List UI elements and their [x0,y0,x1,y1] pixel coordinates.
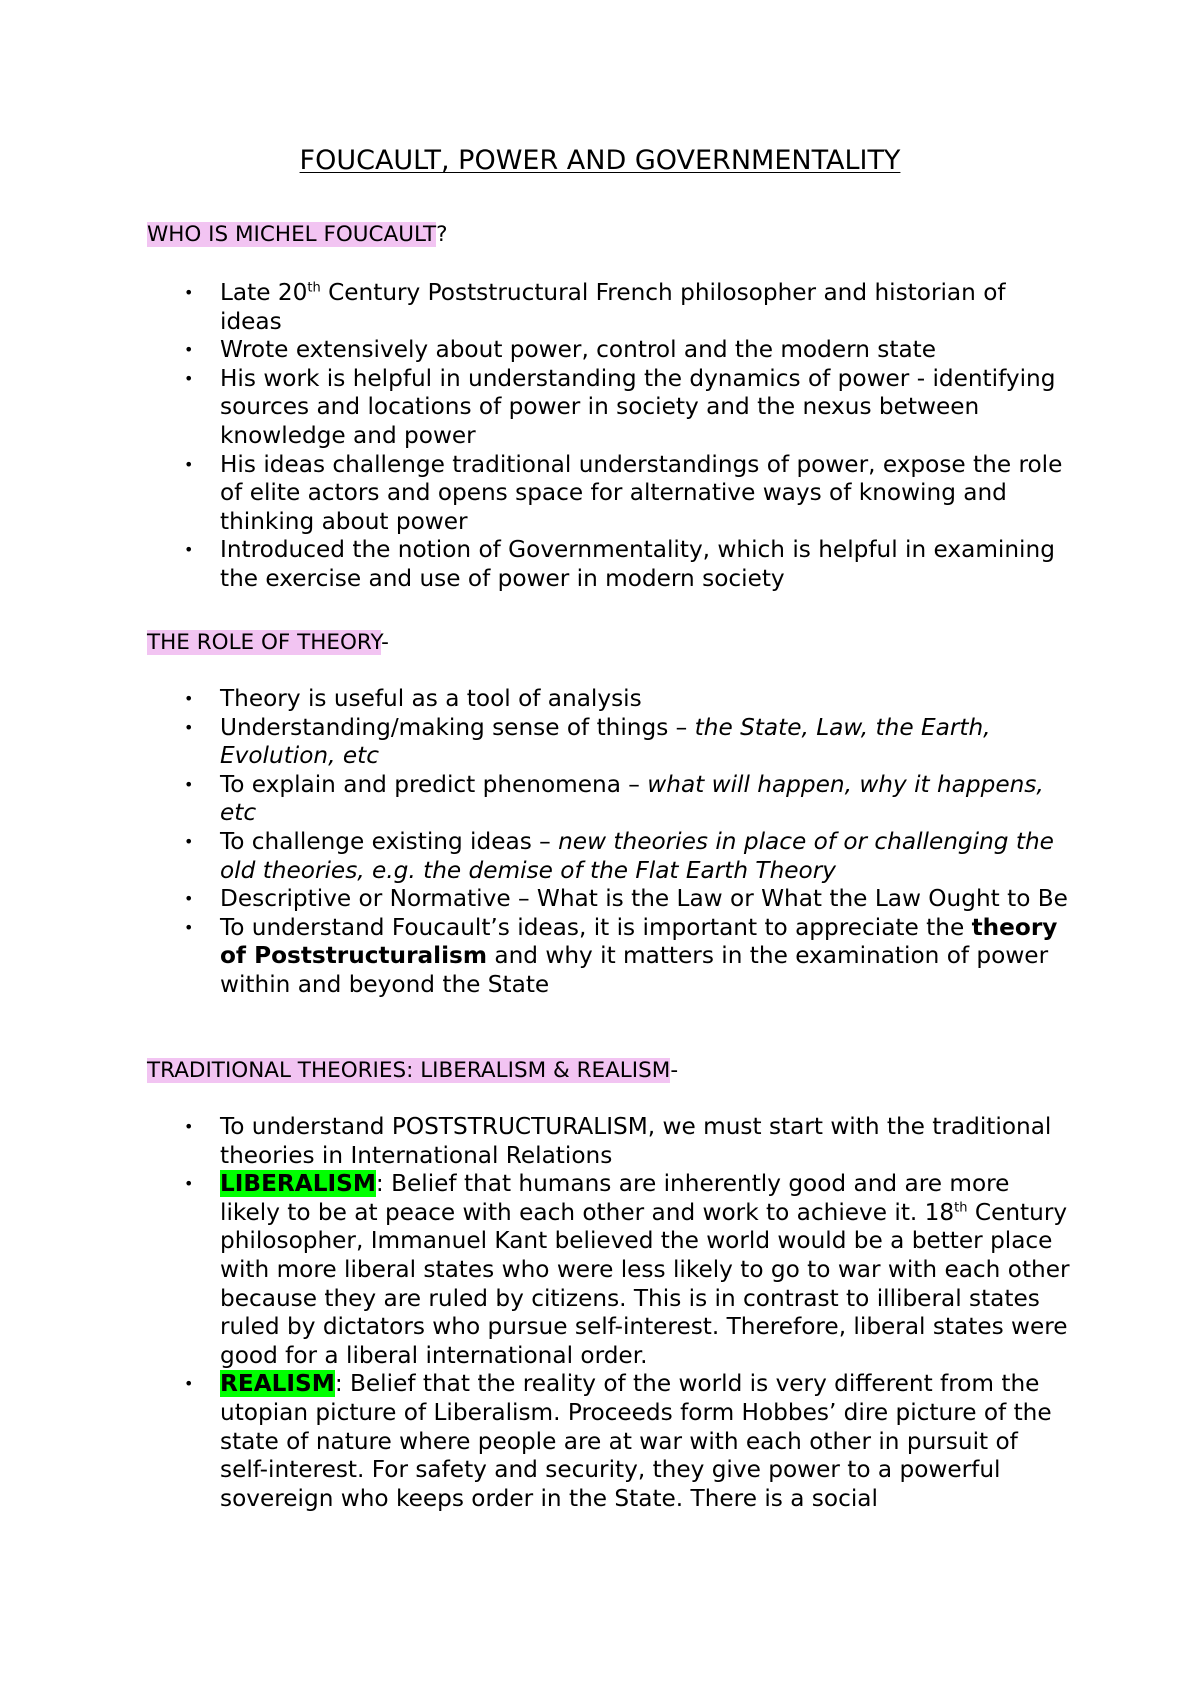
section-heading-who-is-foucault [147,221,448,249]
text-run: : Belief that humans are inherently good and are more likely to be at peace with each other and work to achieve it. 18 [220,1170,1010,1226]
bullet-item [0,1113,1070,1170]
bold-text: theory of Poststructuralism [220,913,1058,970]
italic-text: the State, Law, the Earth, Evolution, etc [220,713,991,770]
text-run: Descriptive or Normative – What is the Law or What the Law Ought to Be [220,885,1068,913]
bullet-item [0,914,1070,1000]
bullet-icon: • [184,283,194,302]
section-heading-label: THE ROLE OF THEORY [147,630,382,655]
bullet-icon: • [184,1374,194,1394]
bullet-text [220,365,1070,451]
text-run: His ideas challenge traditional understandings of power, expose the role of elite actors and opens space for alternative ways of knowing and thinking about power [220,450,1063,535]
bullet-icon: • [184,831,194,851]
bullet-text [220,685,1070,714]
bullet-item [0,1170,1070,1370]
text-run: To challenge existing ideas – [220,827,559,855]
bullet-item [0,685,1070,714]
bullet-icon: • [184,540,194,560]
italic-text: what will happen, why it happens, etc [220,770,1044,827]
section-heading-suffix: - [670,1058,679,1083]
bullet-icon: • [184,774,194,794]
italic-text: new theories in place of or challenging the old theories, e.g. the demise of the Flat Earth Theory [220,827,1054,884]
section-heading-traditional-theories [147,1057,678,1085]
superscript-text: th [307,280,321,296]
highlighted-term: REALISM [220,1370,335,1398]
bullet-text [220,279,1070,336]
superscript-text: th [954,1200,968,1216]
bullet-icon: • [184,1117,194,1136]
bullet-item [0,828,1070,885]
bullet-icon: • [184,717,194,737]
bullet-list-who-is-foucault [0,279,1200,594]
bullet-list-traditional-theories [0,1113,1200,1513]
bullet-item [0,365,1070,451]
bullet-icon: • [184,689,194,708]
text-run: Late 20 [220,279,308,306]
bullet-icon: • [184,454,194,474]
bullet-text [220,1113,1070,1170]
text-run: To understand Foucault’s ideas, it is important to appreciate the [220,913,972,941]
bullet-text [220,914,1070,1000]
bullet-text [220,451,1070,537]
highlighted-term: LIBERALISM [220,1170,376,1198]
bullet-text [220,885,1070,914]
bullet-item [0,451,1070,537]
text-run: Theory is useful as a tool of analysis [220,685,642,712]
bullet-text [220,714,1070,771]
bullet-icon: • [184,917,194,937]
document-title: FOUCAULT, POWER AND GOVERNMENTALITY [299,145,901,176]
bullet-text [220,536,1070,593]
bullet-text [220,1370,1070,1513]
text-run: Understanding/making sense of things – [220,713,695,741]
section-heading-label: TRADITIONAL THEORIES: LIBERALISM & REALISM [147,1058,671,1083]
bullet-item [0,714,1070,771]
bullet-item [0,336,1070,365]
bullet-icon: • [184,1174,194,1194]
bullet-item [0,885,1070,914]
bullet-item [0,771,1070,828]
text-run: Introduced the notion of Governmentality, which is helpful in examining the exercise and use of power in modern society [220,536,1055,592]
section-heading-suffix: - [381,630,389,655]
bullet-text [220,1170,1070,1370]
bullet-icon: • [184,368,194,388]
bullet-item [0,279,1070,336]
text-run: and why it matters in the examination of power within and beyond the State [220,942,1049,998]
bullet-icon: • [184,889,194,909]
text-run: Century philosopher, Immanuel Kant believed the world would be a better place with more liberal states who were less likely to go to war with each other because they are ruled by citizens. This is in contrast to illiberal states ruled by dictators who pursue self-interest. Therefore, liberal states were good for a liberal international order. [220,1198,1070,1369]
bullet-item [0,536,1070,593]
bullet-item [0,1370,1070,1513]
text-run: Century Poststructural French philosopher and historian of ideas [220,279,1006,335]
text-run: To explain and predict phenomena – [220,770,648,798]
text-run: Wrote extensively about power, control and the modern state [220,336,937,364]
section-heading-label: WHO IS MICHEL FOUCAULT [147,222,437,247]
bullet-icon: • [184,340,194,360]
bullet-text [220,828,1070,885]
section-heading-role-of-theory [147,629,389,657]
bullet-list-role-of-theory [0,685,1200,1000]
section-heading-suffix: ? [436,222,448,247]
text-run: His work is helpful in understanding the dynamics of power - identifying sources and locations of power in society and the nexus between knowledge and power [220,364,1056,449]
bullet-text [220,336,1070,365]
text-run: : Belief that the reality of the world is very different from the utopian picture of Liberalism. Proceeds form Hobbes’ dire picture of the state of nature where people are at war with each other in pursuit of self-interest. For safety and security, they give power to a powerful sovereign who keeps order in the State. There is a social [220,1370,1052,1512]
text-run: To understand POSTSTRUCTURALISM, we must start with the traditional theories in International Relations [220,1113,1052,1169]
bullet-text [220,771,1070,828]
